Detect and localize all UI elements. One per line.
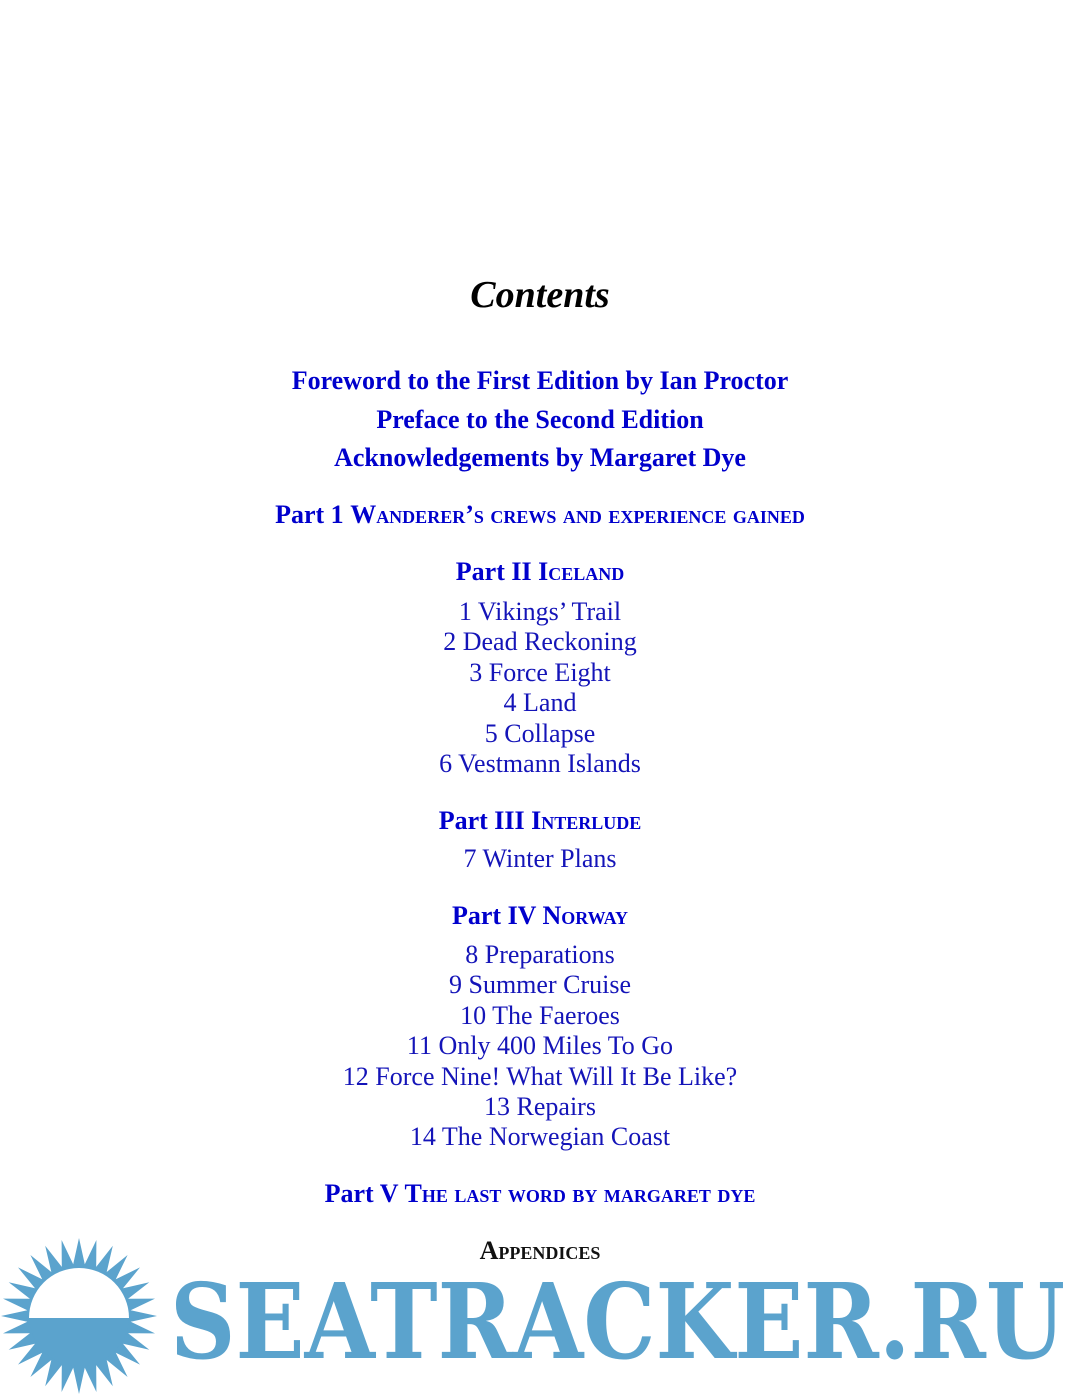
chapter-link[interactable]: 1 Vikings’ Trail bbox=[458, 597, 622, 626]
preface-link[interactable]: Preface to the Second Edition bbox=[376, 404, 704, 434]
part-3-prefix: Part III bbox=[438, 806, 532, 835]
foreword-link[interactable]: Foreword to the First Edition by Ian Proctor bbox=[291, 366, 789, 395]
part-1-heading[interactable] bbox=[0, 498, 1080, 532]
part-4-chapters bbox=[0, 940, 1080, 1153]
part-3-name: Interlude bbox=[531, 806, 642, 835]
part-3-chapters bbox=[0, 844, 1080, 874]
part-2-heading[interactable] bbox=[0, 555, 1080, 589]
chapter-link[interactable]: 6 Vestmann Islands bbox=[439, 749, 641, 779]
chapter-link[interactable]: 5 Collapse bbox=[484, 718, 596, 748]
part-1-name: Wanderer’s crews and experience gained bbox=[350, 500, 805, 529]
part-2-prefix: Part II bbox=[455, 557, 539, 586]
part-5-prefix: Part V bbox=[324, 1179, 405, 1208]
part-2-name: Iceland bbox=[538, 557, 625, 586]
chapter-link[interactable]: 11 Only 400 Miles To Go bbox=[406, 1031, 674, 1061]
part-5-name: The last word by margaret dye bbox=[404, 1179, 756, 1208]
acknowledgements-link[interactable]: Acknowledgements by Margaret Dye bbox=[334, 443, 746, 472]
part-5-heading[interactable] bbox=[0, 1177, 1080, 1211]
chapter-link[interactable]: 8 Preparations bbox=[465, 940, 615, 969]
watermark-text: SEATRACKER.RU bbox=[170, 1260, 1065, 1383]
part-1-prefix: Part 1 bbox=[275, 500, 351, 529]
chapter-link[interactable]: 2 Dead Reckoning bbox=[443, 627, 637, 657]
chapter-link[interactable]: 14 The Norwegian Coast bbox=[409, 1122, 671, 1152]
part-4-prefix: Part IV bbox=[451, 901, 543, 930]
part-4-heading[interactable] bbox=[0, 899, 1080, 933]
chapter-link[interactable]: 12 Force Nine! What Will It Be Like? bbox=[342, 1061, 738, 1091]
front-matter-links bbox=[0, 362, 1080, 478]
appendices-heading: Appendices bbox=[479, 1236, 601, 1265]
chapter-link[interactable]: 4 Land bbox=[503, 688, 577, 718]
chapter-link[interactable]: 9 Summer Cruise bbox=[449, 970, 631, 1000]
part-2-chapters bbox=[0, 597, 1080, 779]
sun-icon bbox=[1, 1238, 157, 1394]
chapter-link[interactable]: 7 Winter Plans bbox=[463, 844, 617, 873]
part-4-name: Norway bbox=[542, 901, 628, 930]
chapter-link[interactable]: 13 Repairs bbox=[484, 1092, 596, 1122]
watermark-logo bbox=[0, 1238, 1080, 1397]
page-title: Contents bbox=[470, 274, 610, 317]
chapter-link[interactable]: 10 The Faeroes bbox=[460, 1000, 620, 1030]
part-3-heading[interactable] bbox=[0, 804, 1080, 838]
chapter-link[interactable]: 3 Force Eight bbox=[469, 657, 611, 687]
